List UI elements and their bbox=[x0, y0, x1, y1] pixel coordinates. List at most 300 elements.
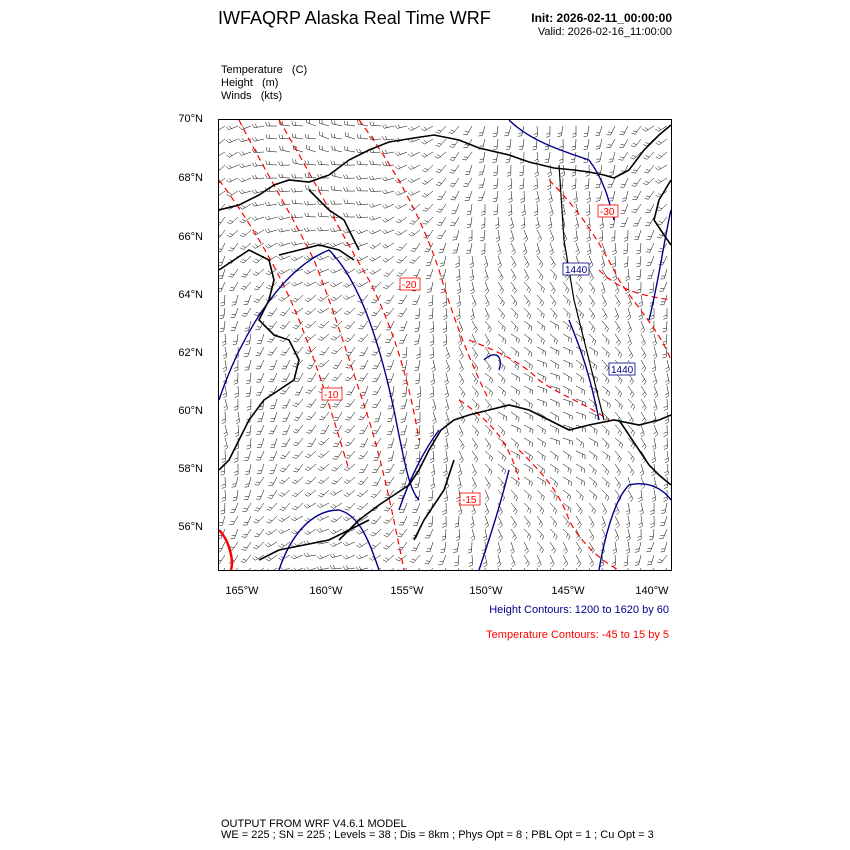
wind-barb bbox=[665, 451, 669, 463]
wind-barb bbox=[537, 230, 542, 242]
wind-barb bbox=[589, 295, 595, 307]
wind-barb bbox=[372, 386, 381, 395]
wind-barb bbox=[382, 177, 394, 181]
wind-barb bbox=[306, 386, 316, 394]
wind-barb bbox=[408, 191, 420, 196]
wind-barb bbox=[436, 126, 446, 133]
wind-barb bbox=[550, 321, 559, 330]
wind-barb bbox=[254, 295, 264, 303]
wind-barb bbox=[609, 165, 615, 175]
wind-barb bbox=[576, 438, 584, 448]
wind-barb bbox=[550, 529, 557, 540]
wind-barb bbox=[642, 126, 654, 131]
wind-barb bbox=[622, 191, 628, 201]
wind-barb bbox=[561, 165, 565, 177]
wind-barb bbox=[535, 217, 539, 229]
wind-barb bbox=[267, 321, 277, 329]
wind-barb bbox=[383, 282, 394, 289]
wind-barb bbox=[281, 438, 290, 447]
wind-barb bbox=[576, 412, 586, 419]
wind-barb bbox=[270, 399, 277, 409]
wind-barb bbox=[291, 555, 303, 559]
wind-barb bbox=[615, 490, 621, 501]
wind-barb bbox=[511, 464, 519, 474]
wind-barb bbox=[265, 542, 277, 547]
wind-barb bbox=[607, 126, 615, 135]
wind-barb bbox=[242, 529, 251, 537]
wind-barb bbox=[247, 438, 252, 449]
wind-barb bbox=[645, 191, 655, 199]
wind-barb bbox=[387, 412, 394, 422]
wind-barb bbox=[224, 399, 228, 411]
wind-barb bbox=[432, 412, 436, 424]
wind-barb bbox=[382, 136, 394, 140]
wind-barb bbox=[305, 134, 316, 139]
wind-barb bbox=[485, 438, 491, 450]
wind-barb bbox=[478, 191, 485, 201]
wind-barb bbox=[318, 321, 329, 328]
wind-barb bbox=[641, 412, 646, 424]
wind-barb bbox=[219, 191, 225, 197]
wind-barb bbox=[550, 308, 557, 319]
temp-contour bbox=[599, 270, 671, 300]
wind-barb bbox=[658, 568, 667, 570]
lon-label-165w: 165°W bbox=[225, 585, 259, 597]
wind-barb bbox=[634, 230, 641, 240]
wind-barb bbox=[469, 555, 473, 567]
wind-barb bbox=[659, 282, 667, 291]
wind-barb bbox=[219, 204, 225, 212]
wind-barb bbox=[443, 334, 447, 346]
wind-barb bbox=[246, 386, 251, 397]
wind-barb bbox=[493, 165, 498, 176]
wind-barb bbox=[253, 516, 264, 523]
wind-barb bbox=[239, 178, 251, 182]
wind-barb bbox=[293, 321, 303, 329]
wind-barb bbox=[511, 490, 518, 501]
wind-barb bbox=[659, 529, 667, 538]
wind-barb bbox=[382, 204, 394, 208]
wind-barb bbox=[265, 175, 277, 179]
wind-barb bbox=[646, 230, 654, 239]
wind-barb bbox=[254, 503, 264, 511]
wind-barb bbox=[257, 334, 264, 344]
wind-barb bbox=[635, 542, 641, 552]
wind-barb bbox=[253, 269, 264, 276]
wind-barb bbox=[625, 269, 629, 281]
temp-label-3 bbox=[598, 205, 618, 218]
wind-barb bbox=[384, 529, 394, 537]
wind-barb bbox=[241, 269, 251, 277]
wind-barb bbox=[256, 490, 264, 499]
wind-barb bbox=[524, 269, 529, 281]
wind-barb bbox=[535, 191, 539, 203]
wind-barb bbox=[624, 256, 628, 267]
wind-barb bbox=[416, 412, 420, 423]
wind-barb bbox=[356, 566, 368, 570]
wind-barb bbox=[445, 399, 449, 411]
wind-barb bbox=[411, 243, 420, 251]
wind-barb bbox=[370, 542, 381, 549]
wind-barb bbox=[468, 230, 472, 241]
wind-barb bbox=[493, 204, 498, 215]
wind-barb bbox=[563, 373, 572, 382]
wind-barb bbox=[219, 542, 225, 551]
wind-barb bbox=[647, 269, 654, 279]
wind-barb bbox=[602, 334, 609, 345]
wind-barb bbox=[234, 360, 238, 371]
wind-barb bbox=[599, 230, 603, 242]
wind-barb bbox=[508, 204, 512, 216]
wind-barb bbox=[278, 228, 290, 232]
wind-barb bbox=[457, 282, 461, 294]
wind-barb bbox=[412, 542, 420, 551]
wind-barb bbox=[222, 477, 226, 489]
wind-barb bbox=[589, 451, 597, 461]
wind-barb bbox=[421, 139, 433, 144]
wind-barb bbox=[524, 230, 528, 242]
wind-barb bbox=[219, 568, 225, 570]
wind-barb bbox=[638, 490, 642, 502]
wind-barb bbox=[481, 243, 485, 254]
wind-barb bbox=[426, 269, 433, 279]
wind-barb bbox=[450, 165, 460, 173]
wind-barb bbox=[466, 243, 472, 254]
wind-barb bbox=[282, 412, 290, 421]
coast-west bbox=[219, 250, 299, 470]
wind-barb bbox=[292, 490, 303, 497]
wind-barb bbox=[609, 191, 615, 201]
wind-barb bbox=[657, 555, 667, 563]
wind-barb bbox=[330, 554, 342, 558]
wind-barb bbox=[628, 412, 633, 424]
wind-barb bbox=[563, 399, 573, 406]
coast-southeast bbox=[619, 420, 671, 485]
wind-barb bbox=[456, 529, 460, 541]
wind-barb bbox=[452, 568, 460, 570]
wind-barb bbox=[639, 516, 643, 528]
wind-barb bbox=[626, 529, 630, 541]
wind-barb bbox=[534, 178, 538, 190]
wind-barb bbox=[524, 412, 533, 420]
wind-barb bbox=[511, 269, 516, 281]
wind-barb bbox=[636, 243, 641, 254]
wind-barb bbox=[304, 269, 316, 274]
wind-barb bbox=[485, 464, 492, 475]
wind-barb bbox=[660, 542, 667, 552]
wind-barb bbox=[402, 347, 407, 358]
wind-barb bbox=[550, 568, 555, 570]
wind-barb bbox=[589, 516, 594, 528]
wind-barb bbox=[304, 201, 316, 205]
wind-barb bbox=[485, 451, 493, 461]
height-contour bbox=[479, 470, 509, 570]
lat-label-62n: 62°N bbox=[178, 347, 203, 359]
wind-barb bbox=[358, 451, 368, 459]
wind-barb bbox=[615, 529, 619, 541]
wind-barb bbox=[656, 152, 667, 159]
wind-barb bbox=[222, 334, 226, 346]
wind-barb bbox=[589, 529, 594, 541]
wind-barb bbox=[572, 178, 576, 189]
wind-barb bbox=[649, 529, 654, 540]
wind-barb bbox=[589, 321, 595, 332]
wind-barb bbox=[467, 217, 472, 228]
wind-barb bbox=[550, 425, 559, 434]
wind-barb bbox=[266, 134, 277, 139]
wind-barb bbox=[370, 122, 381, 127]
wind-barb bbox=[534, 204, 538, 216]
wind-barb bbox=[641, 438, 646, 450]
wind-barb bbox=[268, 477, 277, 486]
wind-barb bbox=[422, 165, 433, 172]
wind-barb bbox=[279, 135, 290, 140]
wind-barb bbox=[662, 321, 667, 332]
wind-barb bbox=[442, 529, 446, 540]
wind-barb bbox=[233, 334, 238, 345]
wind-barb bbox=[395, 204, 407, 209]
wind-barb bbox=[660, 516, 667, 526]
wind-barb bbox=[624, 230, 628, 241]
wind-barb bbox=[400, 425, 407, 435]
wind-barb bbox=[613, 542, 617, 554]
wind-barb bbox=[545, 152, 550, 163]
wind-barb bbox=[459, 347, 464, 359]
canada-border bbox=[559, 165, 604, 420]
wind-barb bbox=[267, 308, 277, 316]
wind-barb bbox=[536, 568, 540, 570]
wind-barb bbox=[239, 126, 251, 130]
wind-barb bbox=[498, 425, 505, 436]
wind-barb bbox=[628, 490, 633, 502]
wind-barb bbox=[550, 555, 554, 567]
wind-barb bbox=[408, 165, 420, 170]
wind-barb bbox=[373, 477, 382, 486]
wind-barb bbox=[396, 217, 407, 223]
wind-barb bbox=[317, 308, 329, 313]
wind-barb bbox=[484, 256, 488, 268]
legend-temperature: Temperature (C) bbox=[221, 64, 308, 76]
wind-barb bbox=[485, 308, 489, 320]
wind-barb bbox=[280, 503, 290, 511]
wind-barb bbox=[508, 178, 512, 190]
wind-barb bbox=[472, 321, 478, 333]
wind-barb bbox=[664, 438, 668, 450]
wind-barb bbox=[498, 373, 505, 384]
height-contours-note: Height Contours: 1200 to 1620 by 60 bbox=[489, 604, 669, 616]
wind-barb bbox=[602, 464, 609, 475]
wind-barb bbox=[510, 230, 514, 242]
wind-barb bbox=[304, 228, 316, 232]
wind-barb bbox=[252, 568, 264, 570]
wind-barb bbox=[256, 425, 264, 434]
wind-barb bbox=[358, 334, 368, 342]
wind-barb bbox=[485, 399, 492, 410]
wind-barb bbox=[661, 503, 667, 513]
wind-barb bbox=[425, 529, 433, 538]
wind-barb bbox=[356, 555, 368, 559]
wind-barb bbox=[472, 438, 478, 450]
wind-barb bbox=[372, 425, 381, 434]
temp-contour bbox=[219, 180, 349, 470]
wind-barb bbox=[472, 425, 479, 436]
wind-barb bbox=[519, 178, 524, 189]
wind-barb bbox=[602, 347, 610, 357]
wind-barb bbox=[318, 186, 329, 191]
wind-barb bbox=[550, 295, 556, 306]
wind-barb bbox=[572, 139, 577, 150]
wind-barb bbox=[626, 516, 630, 528]
valid-time: Valid: 2026-02-16_11:00:00 bbox=[537, 26, 672, 38]
wind-barb bbox=[507, 165, 511, 176]
wind-barb bbox=[357, 187, 368, 191]
wind-barb bbox=[506, 139, 511, 150]
wind-barb bbox=[412, 269, 420, 278]
wind-barb bbox=[641, 399, 646, 411]
wind-barb bbox=[584, 139, 590, 150]
wind-barb bbox=[226, 126, 238, 130]
wind-barb bbox=[493, 191, 498, 202]
wind-barb bbox=[268, 490, 277, 499]
wind-barb bbox=[602, 308, 607, 320]
wind-barb bbox=[620, 217, 628, 226]
temp-label-text: -10 bbox=[324, 390, 339, 401]
wind-barb bbox=[659, 256, 667, 265]
wind-barb bbox=[257, 464, 264, 474]
wind-barb bbox=[537, 503, 544, 514]
wind-barb bbox=[235, 386, 239, 398]
wind-barb bbox=[482, 568, 486, 570]
wind-barb bbox=[635, 555, 641, 565]
wind-barb bbox=[280, 146, 290, 152]
wind-barb bbox=[632, 204, 641, 212]
wind-barb bbox=[443, 321, 447, 333]
wind-barb bbox=[511, 412, 519, 422]
height-label-text: 1440 bbox=[565, 265, 588, 276]
wind-barb bbox=[563, 464, 571, 474]
wind-barb bbox=[537, 282, 545, 292]
wind-barb bbox=[536, 243, 540, 255]
wind-barb bbox=[234, 451, 238, 462]
wind-barb bbox=[664, 399, 668, 411]
temp-label-text: -30 bbox=[600, 207, 615, 218]
wind-barb bbox=[646, 243, 654, 252]
wind-barb bbox=[415, 399, 420, 410]
wind-barb bbox=[511, 373, 520, 382]
wind-barb bbox=[234, 399, 238, 410]
wind-barb bbox=[317, 503, 329, 508]
wind-barb bbox=[400, 399, 407, 409]
wind-barb bbox=[547, 178, 551, 190]
wind-barb bbox=[318, 360, 329, 367]
wind-barb bbox=[483, 529, 487, 541]
wind-barb bbox=[371, 490, 381, 498]
wind-barb bbox=[280, 464, 290, 472]
wind-barb bbox=[358, 477, 368, 485]
wind-barb bbox=[369, 176, 381, 180]
wind-barb bbox=[305, 295, 316, 302]
wind-barb bbox=[246, 425, 251, 436]
wind-barb bbox=[431, 477, 435, 489]
wind-barb bbox=[430, 334, 434, 346]
wind-barb bbox=[479, 152, 485, 163]
wind-barb bbox=[291, 256, 303, 261]
wind-barb bbox=[223, 347, 227, 359]
wind-barb bbox=[537, 477, 546, 486]
wind-barb bbox=[563, 542, 568, 554]
wind-barb bbox=[465, 191, 472, 201]
wind-barb bbox=[444, 490, 448, 502]
wind-barb bbox=[510, 542, 514, 554]
wind-barb bbox=[498, 477, 505, 488]
wind-barb bbox=[550, 399, 559, 407]
wind-barb bbox=[224, 438, 228, 450]
wind-barb bbox=[369, 230, 381, 234]
temp-label-text: -15 bbox=[462, 495, 477, 506]
wind-barb bbox=[537, 516, 543, 528]
wind-barb bbox=[397, 243, 407, 251]
wind-barb bbox=[305, 321, 316, 328]
wind-barb bbox=[589, 438, 598, 447]
wind-barb bbox=[244, 451, 251, 461]
wind-barb bbox=[511, 256, 516, 268]
wind-barb bbox=[269, 360, 277, 369]
wind-barb bbox=[615, 477, 621, 489]
wind-barb bbox=[252, 124, 264, 128]
lon-label-145w: 145°W bbox=[551, 585, 585, 597]
wind-barb bbox=[369, 269, 381, 274]
wind-barb bbox=[229, 282, 238, 291]
wind-barb bbox=[400, 321, 408, 331]
wind-barb bbox=[524, 516, 530, 527]
wind-barb bbox=[293, 399, 303, 407]
wind-barb bbox=[457, 477, 461, 489]
wind-barb bbox=[265, 229, 277, 233]
weather-map bbox=[218, 119, 672, 571]
wind-barb bbox=[636, 256, 641, 267]
wind-barb bbox=[232, 477, 239, 487]
wind-barb bbox=[584, 126, 589, 137]
wind-barb bbox=[431, 373, 435, 385]
wind-barb bbox=[652, 490, 656, 502]
wind-barb bbox=[360, 438, 368, 447]
wind-barb bbox=[306, 412, 316, 420]
wind-barb bbox=[278, 242, 290, 246]
wind-barb bbox=[615, 321, 620, 333]
wind-barb bbox=[317, 516, 329, 521]
wind-barb bbox=[595, 126, 602, 136]
wind-barb bbox=[519, 165, 524, 176]
wind-barb bbox=[305, 464, 316, 471]
wind-barb bbox=[537, 308, 544, 318]
wind-barb bbox=[347, 386, 356, 395]
wind-barb bbox=[307, 425, 316, 433]
wind-barb bbox=[550, 516, 557, 527]
wind-barb bbox=[589, 555, 594, 567]
wind-barb bbox=[278, 529, 290, 534]
wind-barb bbox=[240, 217, 251, 223]
wind-barb bbox=[635, 568, 641, 570]
wind-barb bbox=[576, 451, 585, 459]
height-contour bbox=[484, 355, 500, 370]
wind-barb bbox=[219, 126, 225, 131]
wind-barb bbox=[383, 568, 394, 570]
wind-barb bbox=[615, 451, 621, 462]
wind-barb bbox=[615, 308, 619, 320]
wind-barb bbox=[291, 188, 303, 192]
wind-barb bbox=[665, 386, 669, 398]
wind-barb bbox=[254, 529, 264, 537]
